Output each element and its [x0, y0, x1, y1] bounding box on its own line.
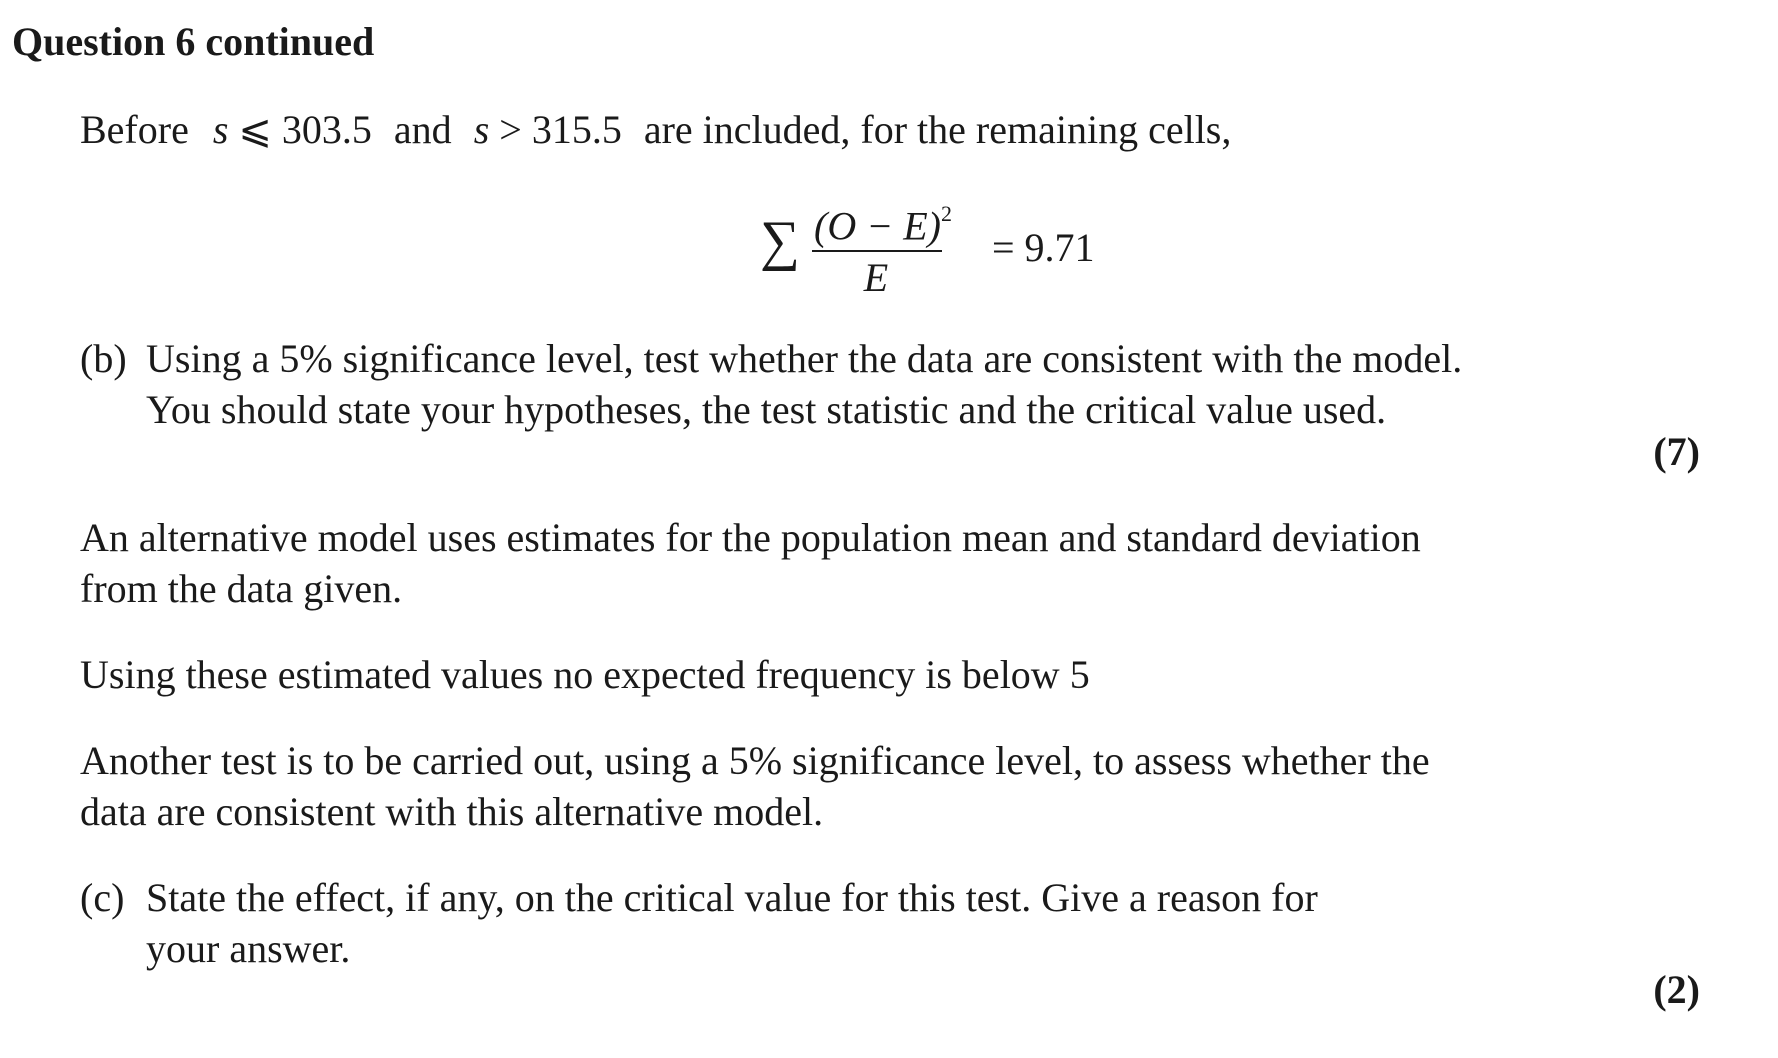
intro-variable-s1: s	[212, 107, 229, 152]
part-c-line-2: your answer.	[146, 926, 351, 971]
fraction-line	[812, 250, 942, 252]
another-test-paragraph	[80, 735, 1430, 837]
intro-and-word: and	[393, 107, 452, 152]
part-c-marks: (2)	[1653, 967, 1700, 1012]
estimated-values-paragraph: Using these estimated values no expected frequency is below 5	[80, 652, 1090, 697]
alternative-line-1: An alternative model uses estimates for the population mean and standard deviation	[80, 515, 1421, 560]
numerator-text: (O − E)	[814, 203, 941, 249]
alternative-model-paragraph	[80, 512, 1421, 614]
part-b-line-1: Using a 5% significance level, test whether the data are consistent with the model.	[146, 336, 1463, 381]
alternative-line-2: from the data given.	[80, 566, 403, 611]
part-c-text	[146, 872, 1318, 974]
another-test-line-1: Another test is to be carried out, using a 5% significance level, to assess whether the	[80, 738, 1430, 783]
part-c-label: (c)	[80, 875, 125, 920]
formula-denominator: E	[863, 255, 889, 300]
intro-variable-s2: s	[473, 107, 490, 152]
chi-square-formula	[760, 195, 1120, 305]
intro-condition-2: > 315.5	[499, 107, 622, 152]
question-heading: Question 6 continued	[12, 19, 375, 64]
intro-paragraph	[80, 104, 1231, 155]
intro-condition-1: ⩽ 303.5	[238, 107, 372, 152]
part-c-line-1: State the effect, if any, on the critical value for this test. Give a reason for	[146, 875, 1318, 920]
sigma-symbol: ∑	[760, 210, 800, 272]
formula-result: = 9.71	[992, 225, 1095, 270]
part-b-marks: (7)	[1653, 429, 1700, 474]
part-b-label: (b)	[80, 336, 127, 381]
intro-before-word: Before	[80, 107, 189, 152]
formula-numerator	[814, 195, 952, 249]
numerator-exponent: 2	[940, 201, 952, 226]
another-test-line-2: data are consistent with this alternative model.	[80, 789, 824, 834]
part-b-line-2: You should state your hypotheses, the test statistic and the critical value used.	[146, 387, 1387, 432]
intro-rest: are included, for the remaining cells,	[643, 107, 1232, 152]
part-b-text	[146, 333, 1462, 435]
